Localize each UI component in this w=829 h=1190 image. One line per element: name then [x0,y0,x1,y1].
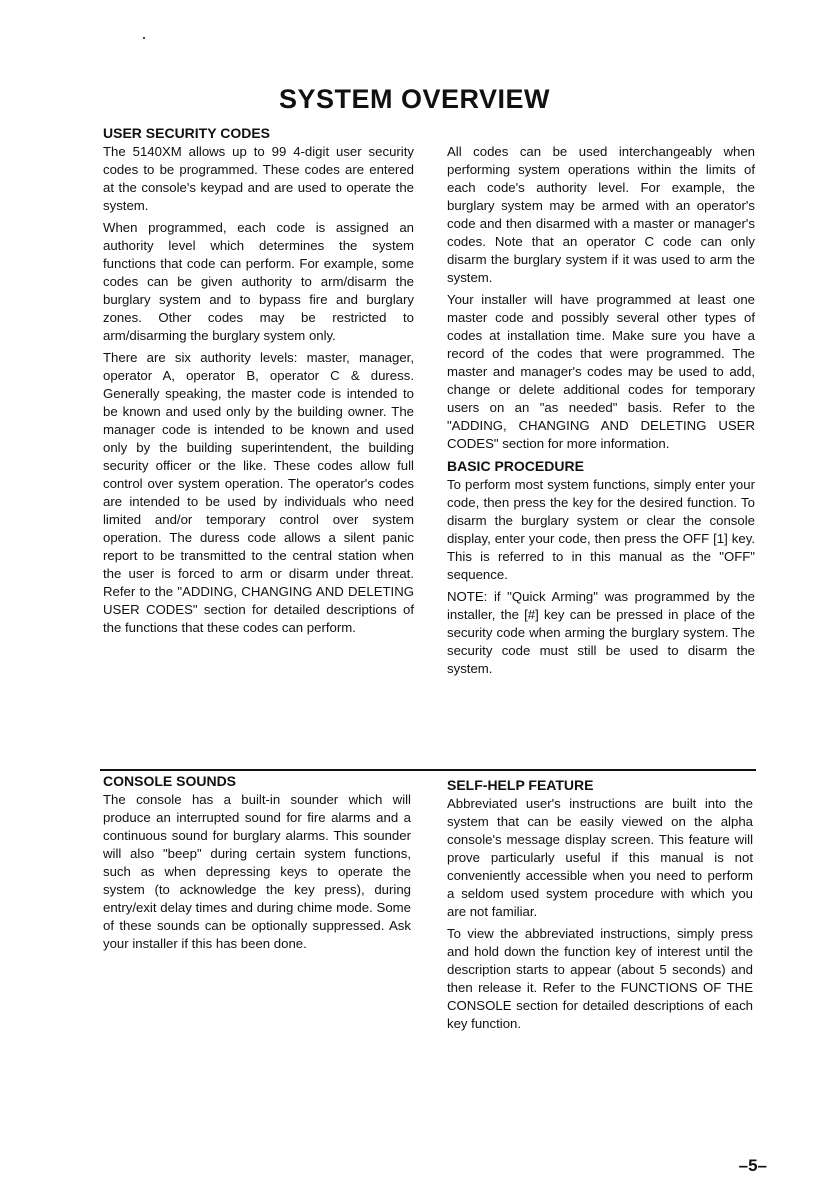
user-security-codes-section [103,124,414,641]
paragraph: When programmed, each code is assigned an authority level which determines the system functions that code can perform. For example, some codes can be given authority to arm/disarm the burglary system and to bypass fire and burglary zones. Other codes may be restricted to arm/disarming the burglary system only. [103,220,414,343]
paragraph: There are six authority levels: master, manager, operator A, operator B, operator C & duress. Generally speaking, the master code is intended to be known and used only by the building owner. The manager code is intended to be known and used only by the building superintendent, the building security officer or the like. These codes allow full control over system operation. The operator's codes are intended to be used by individuals who need limited and/or temporary control over system operation. The duress code allows a silent panic report to be transmitted to the central station when the user is forced to arm or disarm under threat. Refer to the "ADDING, CHANGING AND DELETING USER CODES" section for detailed descriptions of the functions that these codes can perform. [103,350,414,635]
paragraph: To view the abbreviated instructions, simply press and hold down the function key of interest until the description starts to appear (about 5 seconds) and then release it. Refer to the FUNCTIONS OF THE CONSOLE section for detailed descriptions of each key function. [447,926,753,1031]
paragraph: The 5140XM allows up to 99 4-digit user security codes to be programmed. These codes are entered at the console's keypad and are used to operate the system. [103,144,414,213]
paragraph: The console has a built-in sounder which will produce an interrupted sound for fire alarms and a continuous sound for burglary alarms. This sounder will also "beep" during certain system functions, such as when depressing keys to operate the system (to acknowledge the key press), during entry/exit delay times and during chime mode. Some of these sounds can be optionally suppressed. Ask your installer if this has been done. [103,792,411,951]
section-heading: CONSOLE SOUNDS [103,773,237,789]
section-heading: SELF-HELP FEATURE [447,777,594,793]
self-help-section [447,776,753,1037]
section-divider [100,769,756,771]
section-heading: USER SECURITY CODES [103,125,270,141]
console-sounds-section [103,772,411,957]
section-heading: BASIC PROCEDURE [447,458,584,474]
page-number: –5– [738,1156,767,1175]
page-title: SYSTEM OVERVIEW [278,84,551,114]
paragraph: Your installer will have programmed at least one master code and possibly several other types of codes at installation time. Make sure you have a record of the codes that were programmed. The master and manager's codes may be used to add, change or delete additional codes for temporary users on an "as needed" basis. Refer to the "ADDING, CHANGING AND DELETING USER CODES" section for more information. [447,292,755,451]
paragraph: NOTE: if "Quick Arming" was programmed by the installer, the [#] key can be pressed in place of the security code when arming the burglary system. The security code must still be used to disarm the system. [447,589,755,676]
paragraph: To perform most system functions, simply enter your code, then press the key for the desired function. To disarm the burglary system or clear the console display, enter your code, then press the OFF [1] key. This is referred to in this manual as the "OFF" sequence. [447,477,755,582]
scan-speck [143,37,145,39]
paragraph: All codes can be used interchangeably when performing system operations within the limits of each code's authority level. For example, the burglary system may be armed with an operator's code and then disarmed with a master or manager's codes. Note that an operator C code can only disarm the burglary system if it was used to arm the system. [447,144,755,285]
codes-continued-section [447,143,755,682]
paragraph: Abbreviated user's instructions are built into the system that can be easily viewed on the alpha console's message display screen. This feature will prove particularly useful if this manual is not conveniently accessible when you need to perform a seldom used system procedure with which you are not familiar. [447,796,753,919]
